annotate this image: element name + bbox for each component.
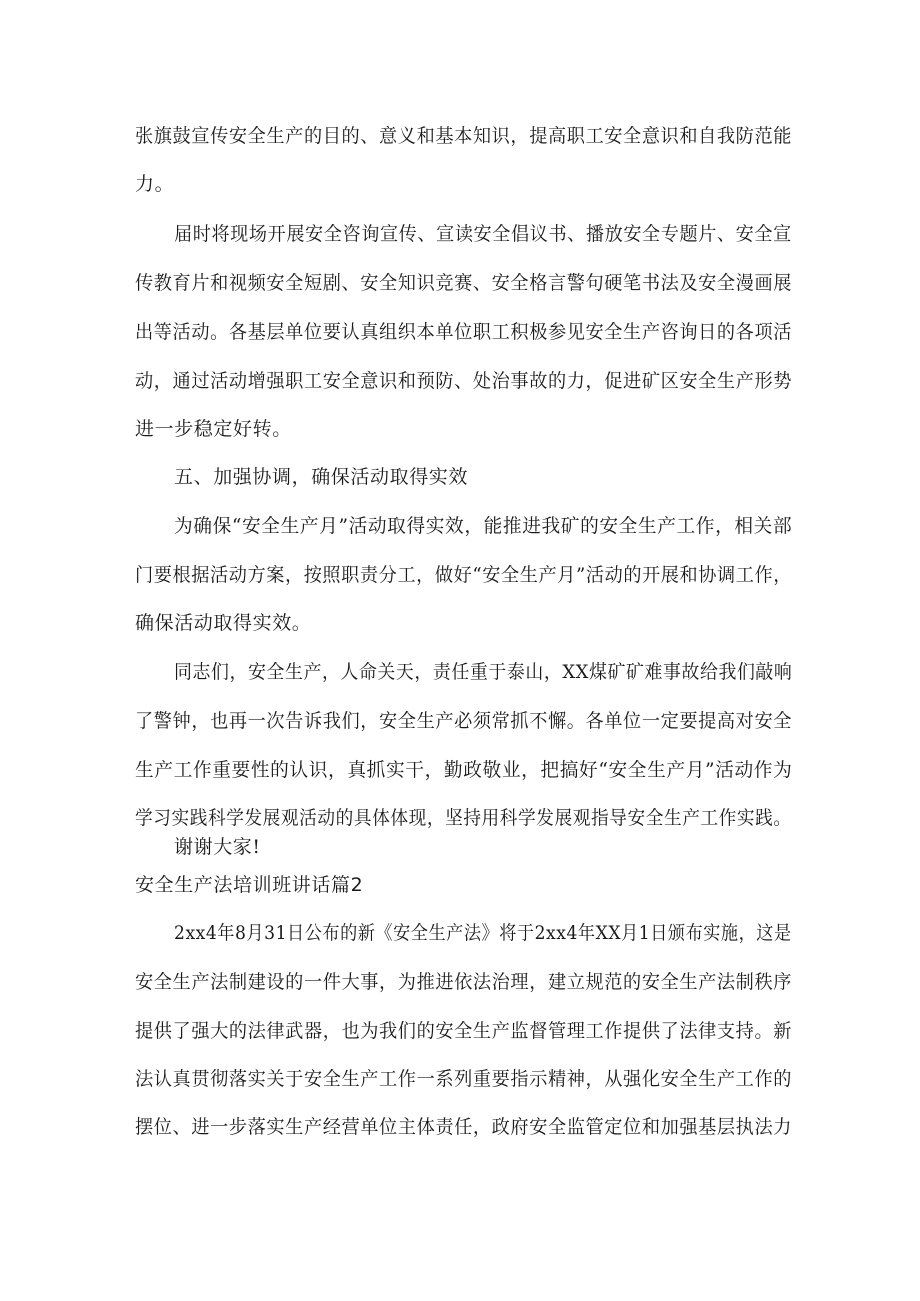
body-text-line: 法认真贯彻落实关于安全生产工作一系列重要指示精神，从强化安全生产工作的: [135, 1068, 792, 1090]
body-text-line: 了警钟，也再一次告诉我们，安全生产必须常抓不懈。各单位一定要提高对安全: [135, 710, 792, 732]
body-text-line: 摆位、进一步落实生产经营单位主体责任，政府安全监管定位和加强基层执法力: [135, 1116, 792, 1138]
section-heading: 五、加强协调，确保活动取得实效: [174, 466, 469, 488]
body-text-line: 安全生产法制建设的一件大事，为推进依法治理，建立规范的安全生产法制秩序: [135, 971, 792, 993]
paragraph-first-line: 2xx4年8月31日公布的新《安全生产法》将于2xx4年XX月1日颁布实施，这是: [174, 922, 792, 944]
article-title: 安全生产法培训班讲话篇2: [135, 874, 364, 896]
body-text-line: 张旗鼓宣传安全生产的目的、意义和基本知识，提高职工安全意识和自我防范能: [135, 125, 792, 147]
body-text-line: 力。: [135, 173, 175, 195]
body-text-line: 学习实践科学发展观活动的具体体现，坚持用科学发展观指导安全生产工作实践。: [135, 807, 792, 829]
body-text-line: 进一步稳定好转。: [135, 418, 292, 440]
closing-line: 谢谢大家!: [174, 836, 261, 858]
paragraph-first-line: 为确保“安全生产月”活动取得实效，能推进我矿的安全生产工作，相关部: [174, 515, 793, 537]
body-text-line: 动，通过活动增强职工安全意识和预防、处治事故的力，促进矿区安全生产形势: [135, 370, 792, 392]
paragraph-first-line: 届时将现场开展安全咨询宣传、宣读安全倡议书、播放安全专题片、安全宣: [174, 223, 792, 245]
body-text-line: 传教育片和视频安全短剧、安全知识竞赛、安全格言警句硬笔书法及安全漫画展: [135, 272, 792, 294]
paragraph-first-line: 同志们，安全生产，人命关天，责任重于泰山，XX煤矿矿难事故给我们敲响: [174, 661, 793, 683]
body-text-line: 提供了强大的法律武器，也为我们的安全生产监督管理工作提供了法律支持。新: [135, 1020, 792, 1042]
body-text-line: 门要根据活动方案，按照职责分工，做好“安全生产月”活动的开展和协调工作，: [135, 564, 793, 586]
body-text-line: 生产工作重要性的认识，真抓实干，勤政敬业，把搞好“安全生产月”活动作为: [135, 759, 793, 781]
body-text-line: 出等活动。各基层单位要认真组织本单位职工积极参见安全生产咨询日的各项活: [135, 321, 792, 343]
body-text-line: 确保活动取得实效。: [135, 612, 312, 634]
